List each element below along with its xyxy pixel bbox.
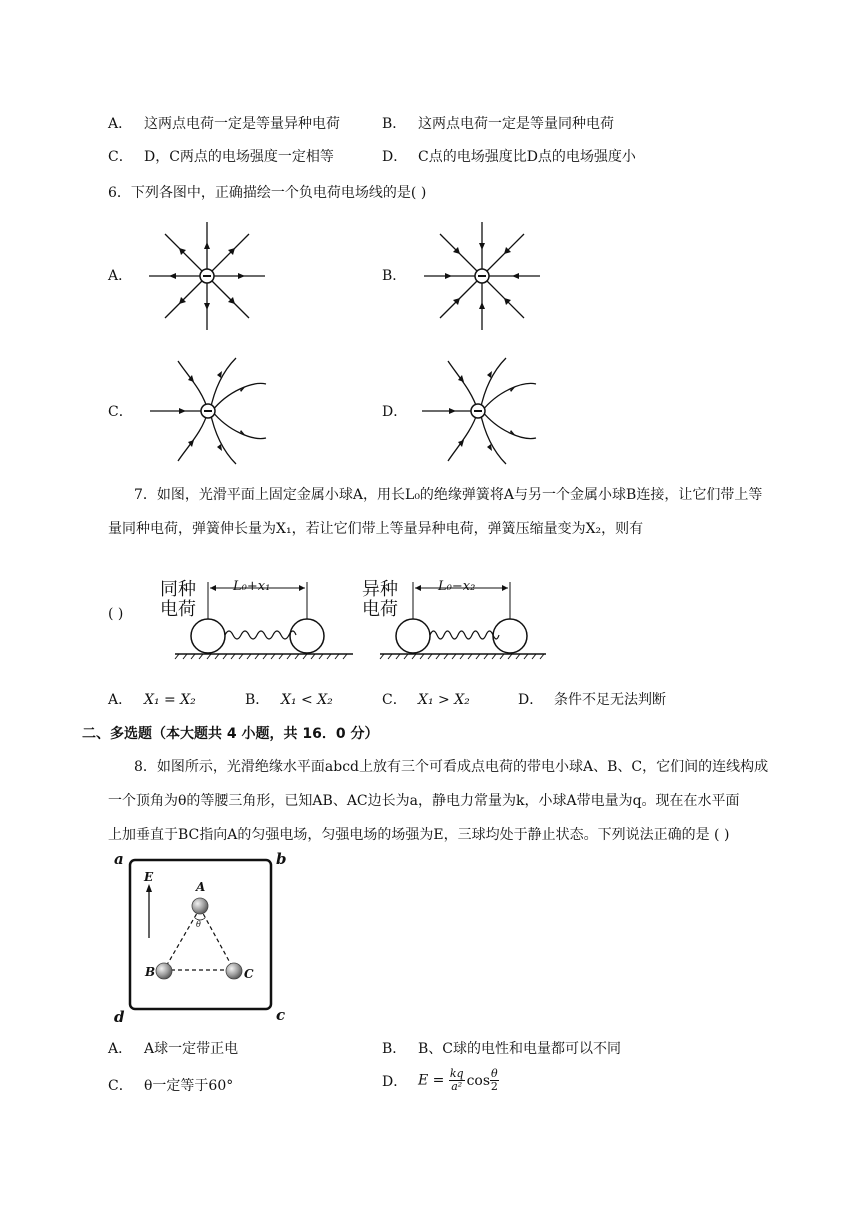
q6-label-a: A． <box>108 268 133 284</box>
q8-fig-theta: θ <box>196 920 201 929</box>
q7-right-label: 异种 电荷 <box>362 579 398 620</box>
q8-option-d: D． E = $\frac{kq}{\text{a²}}$ cos $\frac{\theta}{2}$ <box>382 1067 498 1093</box>
q6-figure-d <box>420 356 545 466</box>
q8-option-a: A． A球一定带正电 <box>108 1041 239 1057</box>
q5-option-c: C． D，C两点的电场强度一定相等 <box>108 149 334 165</box>
q5-option-d: D． C点的电场强度比D点的电场强度小 <box>382 149 636 165</box>
q6-figure-a <box>145 218 270 336</box>
q8-option-b: B． B、C球的电性和电量都可以不同 <box>382 1041 621 1057</box>
q7-stem-line2: 量同种电荷，弹簧伸长量为X₁，若让它们带上等量异种电荷，弹簧压缩量变为X₂，则有 <box>108 521 644 537</box>
q8-fig-label-b: B <box>145 965 156 979</box>
q7-option-b: B． X₁ < X₂ <box>245 692 333 708</box>
q7-option-d: D． 条件不足无法判断 <box>518 692 666 708</box>
q7-stem-line1: 7．如图，光滑平面上固定金属小球A，用长L₀的绝缘弹簧将A与另一个金属小球B连接，让它们带上等 <box>134 487 763 503</box>
q7-left-label: 同种 电荷 <box>160 579 196 620</box>
q8-line2: 一个顶角为θ的等腰三角形，已知AB、AC边长为a，静电力常量为k，小球A带电量为q。现在在水平面 <box>108 793 740 809</box>
q6-label-d: D． <box>382 404 408 420</box>
q8-line1: 8．如图所示，光滑绝缘水平面abcd上放有三个可看成点电荷的带电小球A、B、C，它们间的连线构成 <box>134 759 769 775</box>
q8-fig-d: d <box>114 1008 125 1026</box>
q8-fig-label-a: A <box>196 880 206 894</box>
q5-option-a: A． 这两点电荷一定是等量异种电荷 <box>108 116 340 132</box>
q6-figure-b <box>420 218 545 336</box>
q8-fig-label-c: C <box>244 967 254 981</box>
q7-right-dim: L₀−x₂ <box>438 579 476 594</box>
q8-option-c: C． θ一定等于60° <box>108 1078 234 1094</box>
q8-fig-c: c <box>276 1006 286 1024</box>
q7-paren: ( ) <box>108 606 124 622</box>
q6-figure-c <box>148 356 273 466</box>
q6-label-b: B． <box>382 268 407 284</box>
q8-fig-a: a <box>114 850 124 868</box>
q5-option-b: B． 这两点电荷一定是等量同种电荷 <box>382 116 614 132</box>
q7-option-a: A． X₁ = X₂ <box>108 692 196 708</box>
q6-label-c: C． <box>108 404 133 420</box>
q7-option-c: C． X₁ > X₂ <box>382 692 470 708</box>
q8-line3: 上加垂直于BC指向A的匀强电场，匀强电场的场强为E，三球均处于静止状态。下列说法正确的是 ( ) <box>108 827 730 843</box>
q8-option-d-frac2: $\frac{\theta}{2}$ <box>490 1067 498 1093</box>
q8-option-d-frac1: $\frac{kq}{\text{a²}}$ <box>449 1067 464 1093</box>
q6-stem: 6．下列各图中，正确描绘一个负电荷电场线的是( ) <box>108 185 427 201</box>
q8-fig-e-label: E <box>144 870 154 884</box>
q8-fig-b: b <box>276 850 287 868</box>
section-2-heading: 二、多选题（本大题共 4 小题，共 16．0 分） <box>82 726 379 742</box>
q7-left-dim: L₀+x₁ <box>233 579 271 594</box>
